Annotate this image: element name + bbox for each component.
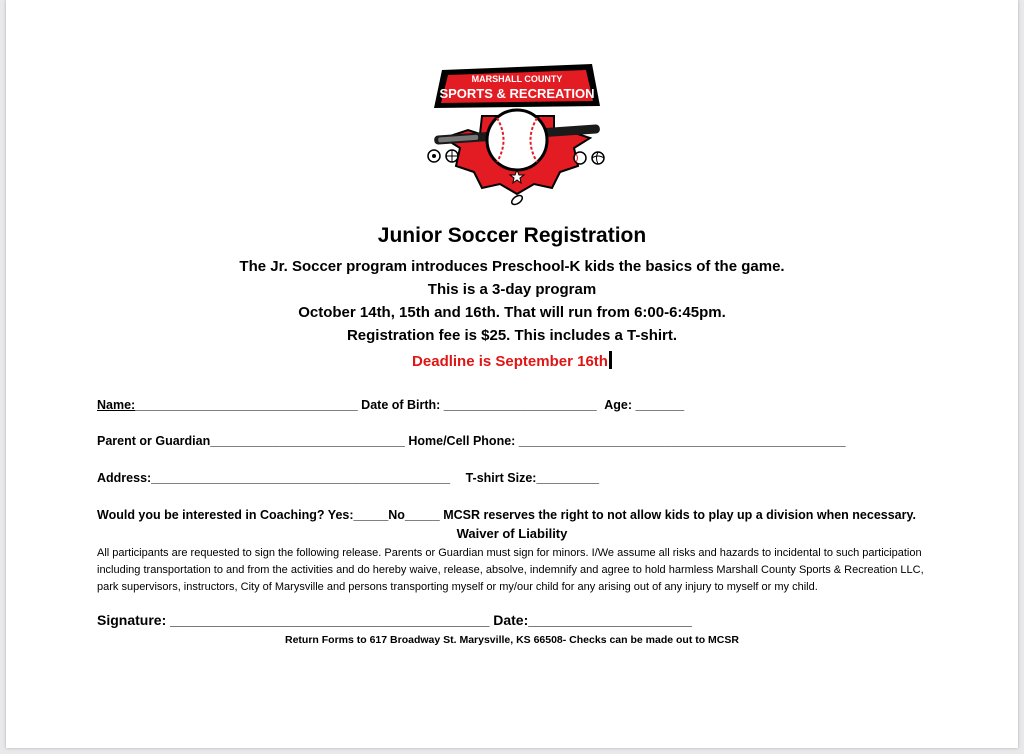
- mcsr-notice: MCSR reserves the right to not allow kids to play up a division when necessary.: [443, 508, 916, 522]
- mcsr-logo: [424, 56, 610, 206]
- tshirt-field[interactable]: T-shirt Size:_________: [465, 471, 600, 485]
- signature-field[interactable]: Signature: _________________________________________: [97, 612, 490, 628]
- logo-line2: SPORTS & RECREATION: [439, 86, 595, 101]
- baseball-small-icon: [574, 152, 586, 164]
- intro-line-4: Registration fee is $25. This includes a T-shirt.: [346, 327, 678, 344]
- form-title: Junior Soccer Registration: [377, 224, 647, 247]
- deadline-text: Deadline is September 16th: [412, 353, 608, 370]
- return-instructions: Return Forms to 617 Broadway St. Marysville, KS 66508- Checks can be made out to MCSR: [285, 634, 739, 646]
- signature-row: [97, 612, 692, 628]
- waiver-text: All participants are requested to sign the following release. Parents or Guardian must sign for minors. I/We assume all risks and hazards to incidental to such participation including transportation to and from the activities and do hereby waive, release, absolve, indemnify and agree to hold harmless Marshall County Sports & Recreation LLC, park supervisors, instructors, City of Marysville and persons transporting myself or my/our child for any arising out of any injury to myself or my child.: [97, 547, 924, 593]
- dob-field[interactable]: Date of Birth: ______________________: [361, 398, 597, 412]
- age-field[interactable]: Age: _______: [604, 398, 685, 412]
- intro-line-2: This is a 3-day program: [427, 281, 597, 298]
- name-field[interactable]: ________________________________: [135, 398, 358, 412]
- intro-line-3: October 14th, 15th and 16th. That will run from 6:00-6:45pm.: [298, 304, 726, 321]
- form-row-coaching: [97, 508, 916, 522]
- registration-form-page: [6, 0, 1018, 748]
- text-cursor: [609, 351, 612, 369]
- basketball-icon: [446, 150, 458, 162]
- phone-field[interactable]: Home/Cell Phone: _______________________________________________: [408, 434, 846, 448]
- address-field[interactable]: Address:___________________________________________: [97, 471, 451, 485]
- form-row-address: [97, 471, 599, 485]
- guardian-field[interactable]: Parent or Guardian____________________________: [97, 434, 405, 448]
- soccer-ball-icon: [428, 150, 440, 162]
- form-row-name: [97, 398, 684, 412]
- deadline-line: [6, 351, 1018, 370]
- logo-line1: MARSHALL COUNTY: [471, 74, 563, 84]
- name-label: Name:: [97, 398, 136, 412]
- waiver-title: Waiver of Liability: [456, 526, 568, 541]
- coaching-field[interactable]: Would you be interested in Coaching? Yes:_____No_____: [97, 508, 440, 522]
- football-icon: [510, 194, 524, 206]
- intro-line-1: The Jr. Soccer program introduces Preschool-K kids the basics of the game.: [239, 258, 785, 275]
- volleyball-icon: [592, 152, 604, 164]
- form-row-guardian: [97, 434, 846, 448]
- date-field[interactable]: Date:_____________________: [493, 612, 692, 628]
